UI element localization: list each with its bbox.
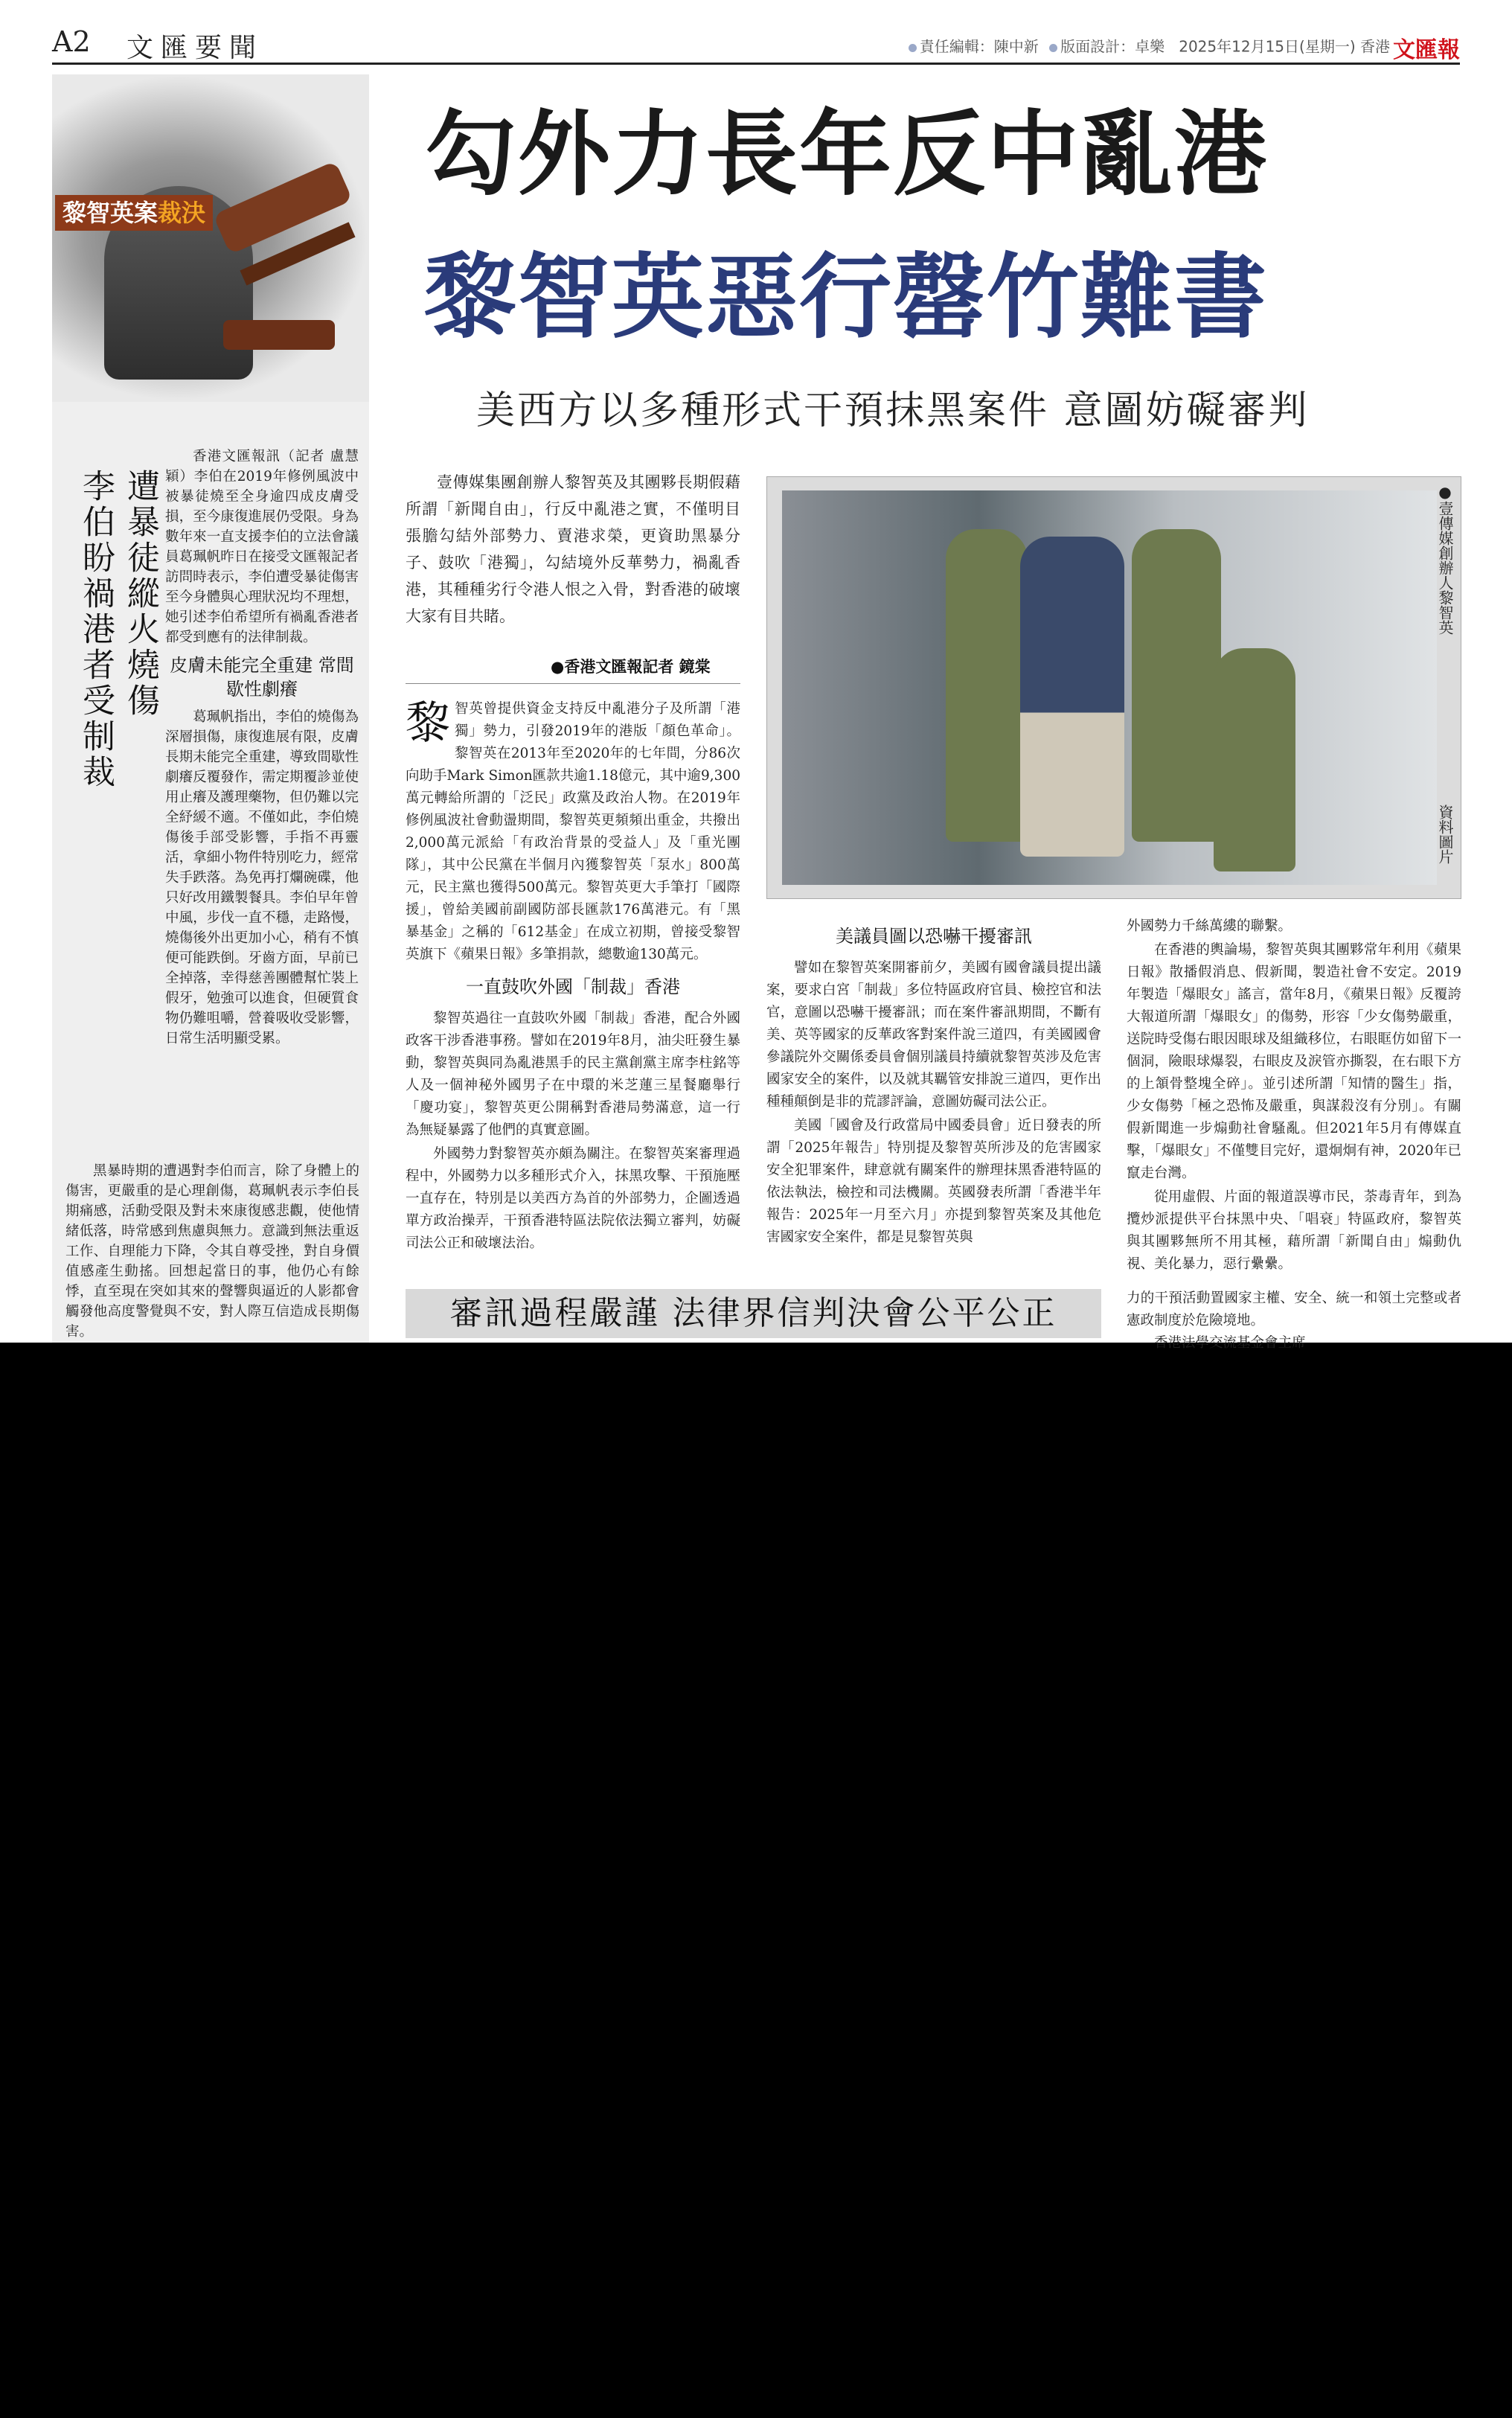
lead-paragraph: 壹傳媒集團創辦人黎智英及其團夥長期假藉所謂「新聞自由」，行反中亂港之實，不僅明目張膽勾結外部勢力、賣港求榮，更資助黑暴分子、鼓吹「港獨」，勾結境外反華勢力，禍亂香港，其種種劣行令港人恨之入骨，對香港的破壞大家有目共睹。: [406, 473, 740, 625]
divider: [406, 683, 740, 684]
page-header: [52, 22, 1460, 65]
section-banner: 審訊過程嚴謹 法律界信判決會公平公正: [406, 1289, 1101, 1338]
sidebar-body: 香港文匯報訊（記者 盧慧穎）李伯在2019年修例風波中被暴徒燒至全身逾四成皮膚受損，至今康復進展仍受限。身為數年來一直支援李伯的立法會議員葛珮帆昨日在接受文匯報記者訪問時表示，李伯遭受暴徒傷害至今身體與心理狀況均不理想，她引述李伯希望所有禍亂香港者都受到應有的法律制裁。 皮膚未能完全重建 常間歇性劇癢 葛珮帆指出，李伯的燒傷為深層損傷，康復進展有限，皮膚長期未能完全重建，導致間歇性劇癢反覆發作，需定期覆診並使用止癢及護理藥物，但仍難以完全紓緩不適。不僅如此，李伯燒傷後手部受影響，手指不再靈活，拿細小物件特別吃力，經常失手跌落。為免再打爛碗碟，他只好改用鐵製餐具。李伯早年曾中風，步伐一直不穩，走路慢，燒傷後外出更加小心，稍有不慎便可能跌倒。牙齒方面，早前已全掉落，幸得慈善團體幫忙裝上假牙，勉強可以進食，但硬質食物仍難咀嚼，營養吸收受影響，日常生活明顯受累。: [165, 449, 359, 1046]
bullet-icon: [909, 44, 917, 52]
sidebar-headline: 遭暴徒縱火燒傷 李伯盼禍港者受制裁: [77, 469, 159, 790]
region: 香港: [1360, 37, 1390, 56]
photo-credit: 資料圖片: [1436, 805, 1454, 864]
page-number: A2: [52, 25, 91, 58]
column-subhead: 美議員圖以恐嚇干擾審訊: [836, 926, 1032, 947]
verdict-illustration: [52, 74, 369, 402]
drop-cap: 黎: [406, 697, 450, 749]
gavel-block: [223, 320, 335, 350]
defendant-figure: [1020, 537, 1124, 857]
issue-date: 2025年12月15日(星期一): [1179, 37, 1356, 56]
news-photo: [766, 476, 1461, 899]
officer-figure: [1132, 529, 1221, 842]
sidebar-body-bottom: 黑暴時期的遭遇對李伯而言，除了身體上的傷害，更嚴重的是心理創傷，葛珮帆表示李伯長期痛感，活動受限及對未來康復感悲觀，使他情緒低落，時常感到焦慮與無力。意識到無法重返工作、自理能力下降，令其自尊受挫，對自身價值感產生動搖。回想起當日的事，他仍心有餘悸，直至現在突如其來的聲響與逼近的人影都會觸發他高度警覺與不安，對人際互信造成長期傷害。: [65, 1163, 359, 1340]
paper-logo: 文匯報: [1393, 37, 1460, 63]
editor-credit: 責任編輯：陳中新: [919, 37, 1039, 56]
bullet-icon: [1049, 44, 1057, 52]
article-continuation: 力的干預活動置國家主權、安全、統一和領土完整或者憲政制度於危險境地。 香港法學交流基金會主席: [1127, 1290, 1461, 1351]
article-column-2: 美議員圖以恐嚇干擾審訊 譬如在黎智英案開審前夕，美國有國會議員提出議案，要求白宮「制裁」多位特區政府官員、檢控官和法官，意圖以恐嚇干擾審訊；而在案件審訊期間，不斷有美、英等國家的反華政客對案件說三道四，有美國國會參議院外交關係委員會個別議員持續就黎智英涉及危害國家安全的案件，以及就其羈管安排說三道四，更作出種種顛倒是非的荒謬評論，意圖妨礙司法公正。 美國「國會及行政當局中國委員會」近日發表的所謂「2025年報告」特別提及黎智英所涉及的危害國家安全犯罪案件，肆意就有關案件的辦理抹黑香港特區的依法執法，檢控和司法機關。英國發表所謂「香港半年報告：2025年一月至六月」亦提到黎智英案及其他危害國家安全案件，都是見黎智英與: [766, 915, 1101, 1250]
header-meta: [903, 31, 1460, 64]
section-title: 文匯要聞: [126, 33, 264, 63]
case-badge: 黎智英案裁決: [55, 195, 213, 231]
sub-headline: 美西方以多種形式干預抹黑案件 意圖妨礙審判: [476, 388, 1310, 433]
article-column-3: 外國勢力千絲萬縷的聯繫。 在香港的輿論場，黎智英與其團夥常年利用《蘋果日報》散播假消息、假新聞，製造社會不安定。2019年製造「爆眼女」謠言，當年8月，《蘋果日報》反覆誇大報道所謂「爆眼女」的傷勢，形容「少女傷勢嚴重，送院時受傷右眼因眼球及組織移位，右眼眶仿如留下一個洞，險眼球爆裂，右眼皮及淚管亦撕裂，在右眼下方的上頷骨整塊全碎」。並引述所謂「知情的醫生」指，少女傷勢「極之恐怖及嚴重，與謀殺沒有分別」。有關假新聞進一步煽動社會騷亂。但2021年5月有傳媒直擊，「爆眼女」不僅雙目完好，還炯炯有神，2020年已竄走台灣。 從用虛假、片面的報道誤導市民，荼毒青年，到為攬炒派提供平台抹黑中央、「唱衰」特區政府，黎智英與其團夥無所不用其極，藉所謂「新聞自由」煽動仇視、美化暴力，惡行纍纍。: [1127, 918, 1461, 1272]
photo-caption: ●壹傳媒創辦人黎智英: [1436, 483, 1454, 635]
column-subhead: 一直鼓吹外國「制裁」香港: [466, 976, 680, 997]
officer-figure: [1214, 648, 1295, 871]
article-column-1: 黎智英曾提供資金支持反中亂港分子及所謂「港獨」勢力，引發2019年的港版「顏色革命」。黎智英在2013年至2020年的七年間，分86次向助手Mark Simon匯款共逾1.18億元，其中逾9,300萬元轉給所謂的「泛民」政黨及政治人物。在2019年修例風波社會動盪期間，黎智英更頻頻出重金，共撥出2,000萬元派給「有政治背景的受益人」及「重光團隊」，其中公民黨在半個月內獲黎智英「泵水」800萬元，民主黨也獲得500萬元。黎智英更大手筆打「國際援」，曾給美國前副國防部長匯款176萬港元。有「黑暴基金」之稱的「612基金」在成立初期，曾接受黎智英旗下《蘋果日報》多筆捐款，總數逾130萬元。 一直鼓吹外國「制裁」香港 黎智英過往一直鼓吹外國「制裁」香港，配合外國政客干涉香港事務。譬如在2019年8月，油尖旺發生暴動，黎智英與同為亂港黑手的民主黨創黨主席李柱銘等人及一個神秘外國男子在中環的米芝蓮三星餐廳舉行「慶功宴」，黎智英更公開稱對香港局勢滿意，這一行為無疑暴露了他們的真實意圖。 外國勢力對黎智英亦頗為關注。在黎智英案審理過程中，外國勢力以多種形式介入，抹黑攻擊、干預施壓一直存在，特別是以美西方為首的外部勢力，企圖透過單方政治操弄，干預香港特區法院依法獨立審判，妨礙司法公正和破壞法治。: [406, 697, 740, 1251]
byline: ●香港文匯報記者 鏡棠: [551, 657, 711, 676]
main-headline: 勾外力長年反中亂港: [424, 101, 1269, 208]
officer-figure: [946, 529, 1028, 842]
sidebar-subhead: 皮膚未能完全重建 常間歇性劇癢: [170, 655, 354, 700]
sidebar-story: [52, 74, 369, 1343]
designer-credit: 版面設計：卓樂: [1060, 37, 1165, 56]
main-headline-2: 黎智英惡行罄竹難書: [424, 244, 1269, 351]
